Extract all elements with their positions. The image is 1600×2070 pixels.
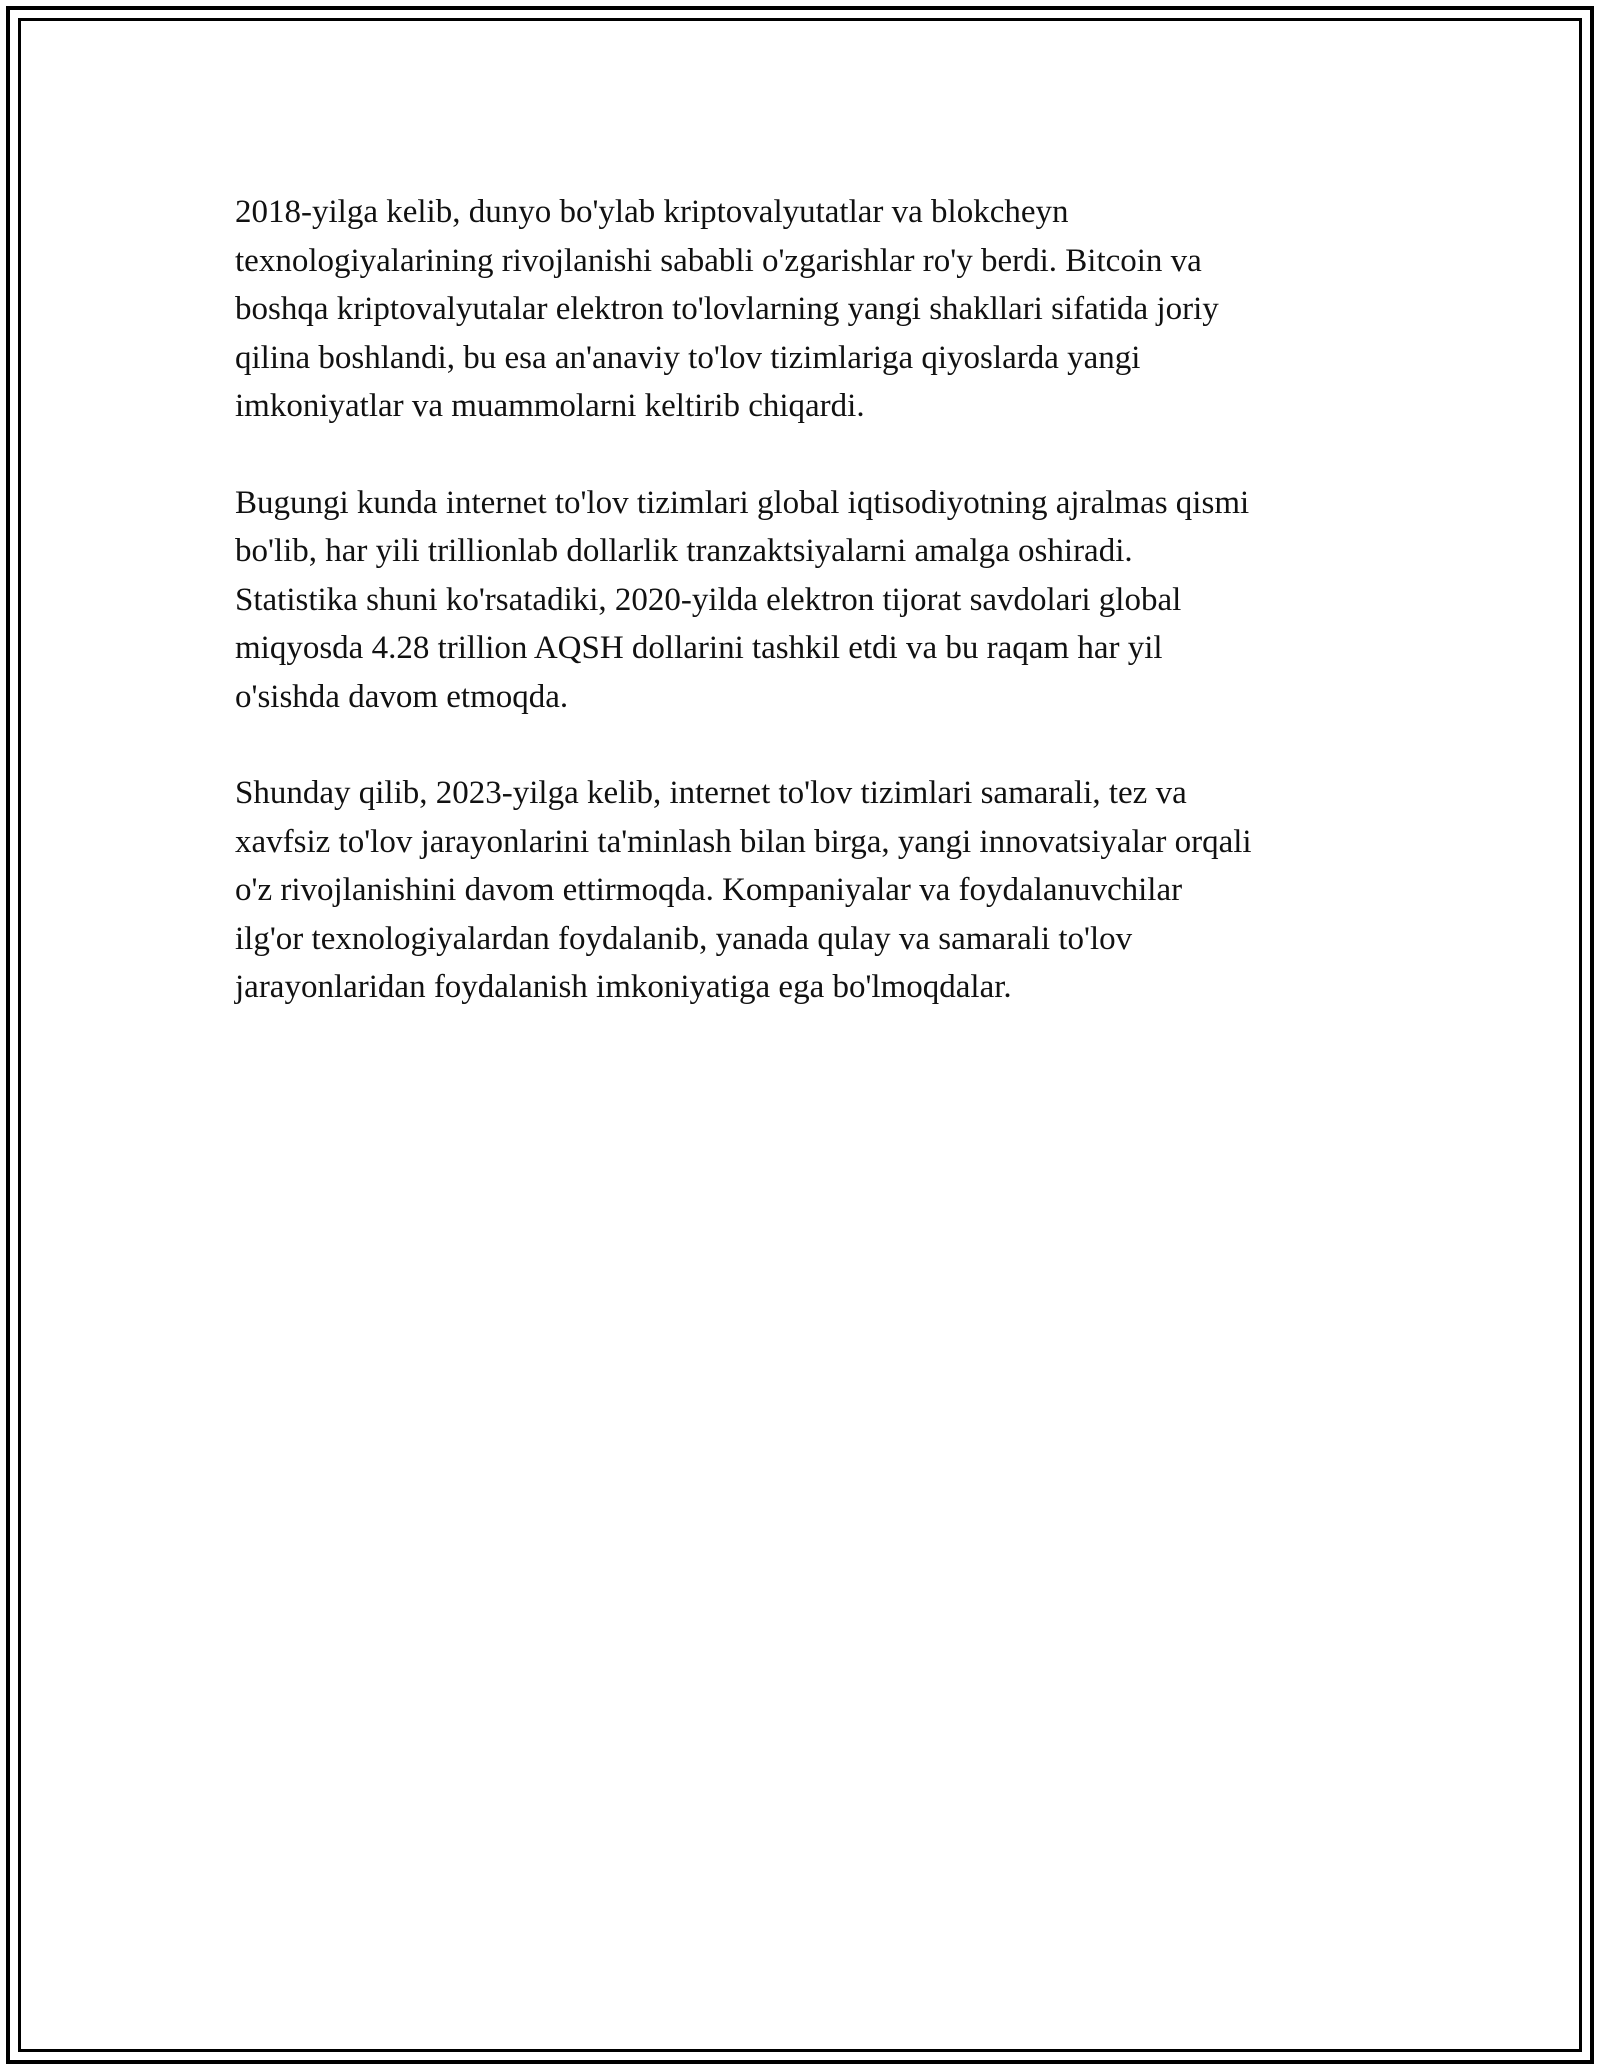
paragraph-conclusion-2023: Shunday qilib, 2023-yilga kelib, internet to'lov tizimlari samarali, tez va xavfsiz to'lov jarayonlarini ta'minlash bilan birga, yangi innovatsiyalar orqali o'z rivojlanishini davom ettirmoqda. Kompaniyalar va foydalanuvchilar ilg'or texnologiyalardan foydalanib, yanada qulay va samarali to'lov jarayonlaridan foydalanish imkoniyatiga ega bo'lmoqdalar. bbox=[235, 775, 1252, 1005]
document-body bbox=[235, 188, 1385, 1060]
paragraph-internet-payments-today: Bugungi kunda internet to'lov tizimlari global iqtisodiyotning ajralmas qismi bo'lib, har yili trillionlab dollarlik tranzaktsiyalarni amalga oshiradi. Statistika shuni ko'rsatadiki, 2020-yilda elektron tijorat savdolari global miqyosda 4.28 trillion AQSH dollarini tashkil etdi va bu raqam har yil o'sishda davom etmoqda. bbox=[235, 484, 1250, 715]
paragraph-crypto-2018: 2018-yilga kelib, dunyo bo'ylab kriptovalyutatlar va blokcheyn texnologiyalarining rivojlanishi sababli o'zgarishlar ro'y berdi. Bitcoin va boshqa kriptovalyutalar elektron to'lovlarning yangi shakllari sifatida joriy qilina boshlandi, bu esa an'anaviy to'lov tizimlariga qiyoslarda yangi imkoniyatlar va muammolarni keltirib chiqardi. bbox=[235, 194, 1219, 424]
